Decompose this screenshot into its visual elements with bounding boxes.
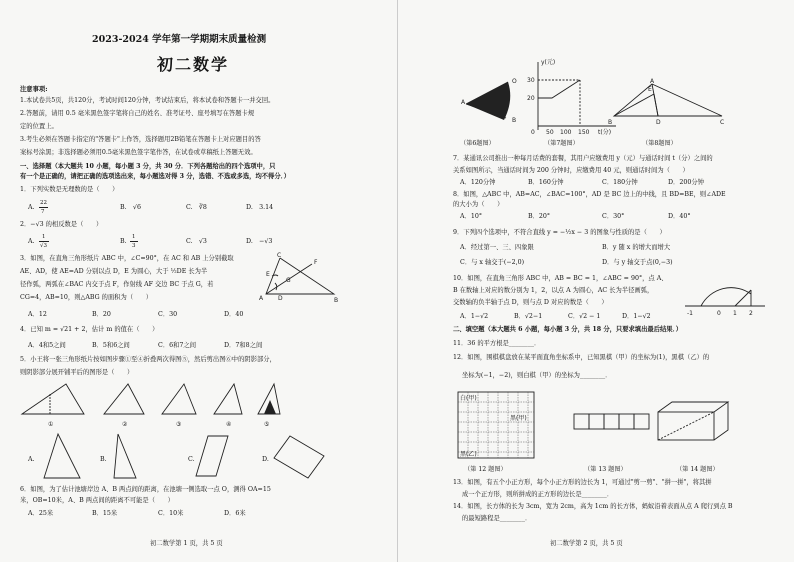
label-d: D xyxy=(278,295,283,302)
axis-tick: 1 xyxy=(733,310,737,317)
x-tick: 100 xyxy=(560,129,572,136)
page-footer: 初二数学第 2 页，共 5 页 xyxy=(550,540,623,547)
figure-caption: （第 12 题图） xyxy=(464,466,507,473)
notice-heading: 注意事项: xyxy=(20,86,48,93)
q5-option-c: C. xyxy=(188,456,195,463)
q8-option-c: C．30° xyxy=(602,213,625,220)
label-c: C xyxy=(720,119,725,126)
square xyxy=(604,414,619,429)
q1-option-c: C. ∛8 xyxy=(186,204,207,211)
q10-option-b: B．√2−1 xyxy=(514,313,543,320)
arc-ac xyxy=(701,288,751,306)
fig6-pond xyxy=(460,74,524,126)
label-f: F xyxy=(314,259,318,266)
figure-caption: （第 14 题图） xyxy=(676,466,719,473)
label-a: A xyxy=(259,295,264,302)
q9-option-c: C．与 x 轴交于(−2,0) xyxy=(460,259,525,266)
q7-option-c: C．180分钟 xyxy=(602,179,638,186)
label-b: B xyxy=(608,119,613,126)
question-3-line: 径作弧，两弧在∠BAC 内交于点 F，作射线 AF 交边 BC 于点 G，若 xyxy=(20,281,214,288)
step6-shaded xyxy=(264,400,276,414)
shape-a xyxy=(44,434,80,478)
step3-triangle xyxy=(162,384,196,414)
q10-option-c: C．√2 − 1 xyxy=(568,313,601,320)
q6-option-b: B．15米 xyxy=(92,510,118,517)
question-9-stem: 9．下列四个选项中，不符合直线 y = −½x − 3 的图象与性质的是（ ） xyxy=(453,229,666,236)
label-b: B xyxy=(512,117,517,124)
question-10-line: 交数轴的负半轴于点 D，则与点 D 对应的数是（ ） xyxy=(453,299,608,306)
cuboid-top xyxy=(658,402,728,412)
section1-heading-cont: 有一个是正确的，请把正确的选项选出来，每小题选对得 3 分，选错、不选或多选，均不得分．） xyxy=(20,173,291,180)
q4-option-d: D．7和8之间 xyxy=(224,342,263,349)
step-label: ③ xyxy=(176,421,182,428)
notice-line: 定的位置上。 xyxy=(20,123,58,130)
triangle-abc xyxy=(614,84,722,116)
q7-option-a: A．120分钟 xyxy=(460,179,496,186)
page-footer: 初二数学第 1 页，共 5 页 xyxy=(150,540,223,547)
square xyxy=(589,414,604,429)
exam-title: 2023-2024 学年第一学期期末质量检测 xyxy=(92,34,267,45)
q3-option-b: B．20 xyxy=(92,311,111,318)
label-c: C xyxy=(277,252,282,259)
shape-d xyxy=(274,436,324,478)
q8-option-d: D．40° xyxy=(668,213,691,220)
q2-b-numerator: 1 xyxy=(132,234,136,240)
q7-option-b: B．160分钟 xyxy=(528,179,564,186)
q8-option-b: B．20° xyxy=(528,213,551,220)
q10-number-line-figure xyxy=(683,276,767,318)
q5-answer-shapes xyxy=(40,432,340,482)
step-label: ② xyxy=(122,421,128,428)
label-a: A xyxy=(650,78,655,85)
q1-a-numerator: 22 xyxy=(40,200,47,206)
q9-option-d: D．与 y 轴交于点(0,−3) xyxy=(602,259,673,266)
notice-line: 案标号涂黑；非选择题必须用0.5毫米黑色签字笔作答，在试卷或草稿纸上答题无效。 xyxy=(20,149,257,156)
x-tick: 50 xyxy=(546,129,554,136)
question-3-line: 3．如图，在直角三角形纸片 ABC 中，∠C=90°，在 AC 和 AB 上分别截取 xyxy=(20,255,234,262)
figure-caption: （第 13 题图） xyxy=(584,466,627,473)
black-stone-label: 黑(乙) xyxy=(460,451,477,458)
label-e: E xyxy=(266,271,270,278)
figure-caption: （第8题图） xyxy=(642,140,677,147)
q2-option-c: C. √3 xyxy=(186,238,207,245)
y-tick: 30 xyxy=(527,77,535,84)
q1-option-d: D. 3.14 xyxy=(246,204,274,211)
q1-a-denominator: 7 xyxy=(41,209,45,215)
question-1-stem: 1．下列实数是无理数的是（ ） xyxy=(20,186,119,193)
notice-line: 3.考生必须在答题卡指定的"答题卡"上作答，选择题用2B铅笔在答题卡上对应题目的答 xyxy=(20,136,261,143)
question-13-line: 成一个正方形，则所拼成的正方形的边长是________． xyxy=(462,491,614,498)
question-4-stem: 4．已知 m = √21 + 2，估计 m 的值在（ ） xyxy=(20,326,159,333)
q2-option-b-label: B. xyxy=(120,238,127,245)
q5-folding-steps xyxy=(20,380,282,432)
q10-option-d: D．1−√2 xyxy=(622,313,651,320)
q8-option-a: A．10° xyxy=(460,213,483,220)
q2-a-numerator: 1 xyxy=(42,234,46,240)
q3-option-a: A．12 xyxy=(28,311,47,318)
shape-c xyxy=(196,436,228,476)
q5-option-d: D. xyxy=(262,456,269,463)
five-squares-figure xyxy=(572,412,652,432)
label-a: A xyxy=(461,99,466,106)
figure-caption: （第7题图） xyxy=(544,140,579,147)
q4-option-a: A．4和5之间 xyxy=(28,342,66,349)
q9-option-a: A．经过第一、三、四象限 xyxy=(460,244,534,251)
square xyxy=(619,414,634,429)
q1-option-b: B. √6 xyxy=(120,204,141,211)
go-board-figure xyxy=(456,390,536,462)
question-8-line: 8．如图，△ABC 中，AB=AC，∠BAC=100°，AD 是 BC 边上的中线，且 BD=BE，则∠ADE xyxy=(453,191,726,198)
arc-d xyxy=(275,283,277,290)
q5-option-a: A. xyxy=(28,456,35,463)
step-label: ④ xyxy=(226,421,232,428)
q9-option-b: B．y 随 x 的增大而增大 xyxy=(602,244,671,251)
q2-b-denominator: 3 xyxy=(132,243,136,249)
q6-option-d: D．6米 xyxy=(224,510,246,517)
origin-label: 0 xyxy=(531,129,535,136)
question-12-line: 坐标为(−1，−2)，则白棋（甲）的坐标为________． xyxy=(462,372,612,379)
label-e: E xyxy=(648,86,652,93)
segment-ac xyxy=(735,290,751,306)
q4-option-c: C．6和7之间 xyxy=(158,342,197,349)
step-label: ⑤ xyxy=(264,421,270,428)
notice-line: 1.本试卷共5页，共120分，考试时间120分钟，考试结束后，将本试卷和答题卡一并交回。 xyxy=(20,97,275,104)
notice-line: 2.答题前，请用 0.5 毫米黑色签字笔将自己的姓名、准考证号、座号填写在答题卡规 xyxy=(20,110,255,117)
q4-option-b: B．5和6之间 xyxy=(92,342,130,349)
question-7-line: 关系如图所示，当通话时间为 200 分钟时，应缴费用 40 元，则通话时间为（ ） xyxy=(453,167,689,174)
label-o: O xyxy=(512,78,517,85)
question-8-line: 的大小为（ ） xyxy=(453,201,504,208)
q6-option-a: A．25米 xyxy=(28,510,54,517)
q3-option-d: D．40 xyxy=(224,311,244,318)
y-tick: 20 xyxy=(527,95,535,102)
label-d: D xyxy=(656,119,661,126)
fig7-fee-graph xyxy=(524,58,620,136)
shape-b xyxy=(114,434,136,478)
question-6-line: 米，OB=10米，A、B 两点间的距离不可能是（ ） xyxy=(20,497,174,504)
question-5-line: 则阴影部分展开铺平后的图形是（ ） xyxy=(20,369,134,376)
q2-option-a-label: A. xyxy=(28,238,35,245)
label-b: B xyxy=(334,297,339,304)
q2-option-d: D. −√3 xyxy=(246,238,273,245)
y-unit-label: y(元) xyxy=(541,59,556,66)
ant-path xyxy=(658,412,714,440)
step1-triangle xyxy=(22,384,84,414)
step-label: ① xyxy=(48,421,54,428)
question-3-line: AE、AD，使 AE=AD 分别以点 D，E 为圆心，大于 ½DE 长为半 xyxy=(20,268,208,275)
segment-ed xyxy=(654,94,658,116)
axis-tick: 0 xyxy=(717,310,721,317)
exam-page-2 xyxy=(397,0,794,562)
q3-option-c: C．30 xyxy=(158,311,178,318)
subject-title: 初二数学 xyxy=(157,55,230,74)
step4-triangle xyxy=(214,384,242,414)
white-stone-label: 白(甲) xyxy=(460,395,477,402)
question-10-line: B 在数轴上对应的数分别为 1，2，以点 A 为圆心，AC 长为半径画弧， xyxy=(453,287,654,294)
square xyxy=(574,414,589,429)
fig8-triangle xyxy=(608,78,728,126)
question-3-line: CG=4，AB=10，则△ABG 的面积为（ ） xyxy=(20,294,153,301)
q10-option-a: A．1−√2 xyxy=(460,313,489,320)
axis-tick: -1 xyxy=(687,310,693,317)
question-13-line: 13．如图，有五个小正方形，每个小正方形的边长为 1，可通过"剪一剪"、"拼一拼"，将其拼 xyxy=(453,479,712,486)
question-11: 11．36 的平方根是________． xyxy=(453,340,541,347)
cuboid-figure xyxy=(654,398,734,446)
figure-caption: （第6题图） xyxy=(460,140,495,147)
fee-line xyxy=(538,80,580,98)
question-7-line: 7．某通讯公司推出一种每月话费的套餐，其用户应缴费用 y（元）与通话时间 t（分）之间的 xyxy=(453,155,713,162)
axis-tick: 2 xyxy=(749,310,753,317)
arc-e xyxy=(272,275,278,276)
q2-a-denominator: √3 xyxy=(40,243,48,249)
segment-be xyxy=(614,94,654,116)
square xyxy=(634,414,649,429)
q7-option-d: D．200分钟 xyxy=(668,179,704,186)
question-14-line: 14．如图，长方体的长为 3cm，宽为 2cm，高为 1cm 的长方体，蚂蚁沿着表面从点 A 爬行到点 B xyxy=(453,503,733,510)
question-2-stem: 2．−√3 的相反数是（ ） xyxy=(20,221,103,228)
question-5-line: 5．小王将一张三角形纸片按如图步骤①至④折叠两次得图⑤，然后剪出图⑥中的阴影部分， xyxy=(20,356,276,363)
question-14-line: 的最短路程是________． xyxy=(462,515,532,522)
x-tick: 150 xyxy=(578,129,590,136)
x-unit-label: t(分) xyxy=(598,129,612,136)
question-6-line: 6．如图，为了估计池塘岸边 A、B 两点间的距离，在池塘一侧选取一点 O，测得 OA=15 xyxy=(20,486,271,493)
cuboid-side xyxy=(714,402,728,440)
step2-triangle xyxy=(104,384,144,414)
q3-triangle-figure xyxy=(258,252,342,304)
section1-heading: 一、选择题（本大题共 10 小题，每小题 3 分，共 30 分．下列各题给出的四个选项中，只 xyxy=(20,163,276,170)
q1-option-a-label: A. xyxy=(28,204,35,211)
black-stone-label: 黑(甲) xyxy=(510,415,527,422)
question-12-line: 12．如图，围棋棋盘放在某平面直角坐标系中，已知黑棋（甲）的坐标为(1)，黑棋（乙）的 xyxy=(453,354,710,361)
q5-option-b: B. xyxy=(100,456,107,463)
section2-heading: 二、填空题（本大题共 6 小题，每小题 3 分，共 18 分，只要求填出最后结果．） xyxy=(453,326,683,333)
q6-option-c: C．10米 xyxy=(158,510,184,517)
question-10-line: 10．如图，在直角三角形 ABC 中，AB = BC = 1，∠ABC = 90°，点 A、 xyxy=(453,275,668,282)
label-g: G xyxy=(286,277,291,284)
